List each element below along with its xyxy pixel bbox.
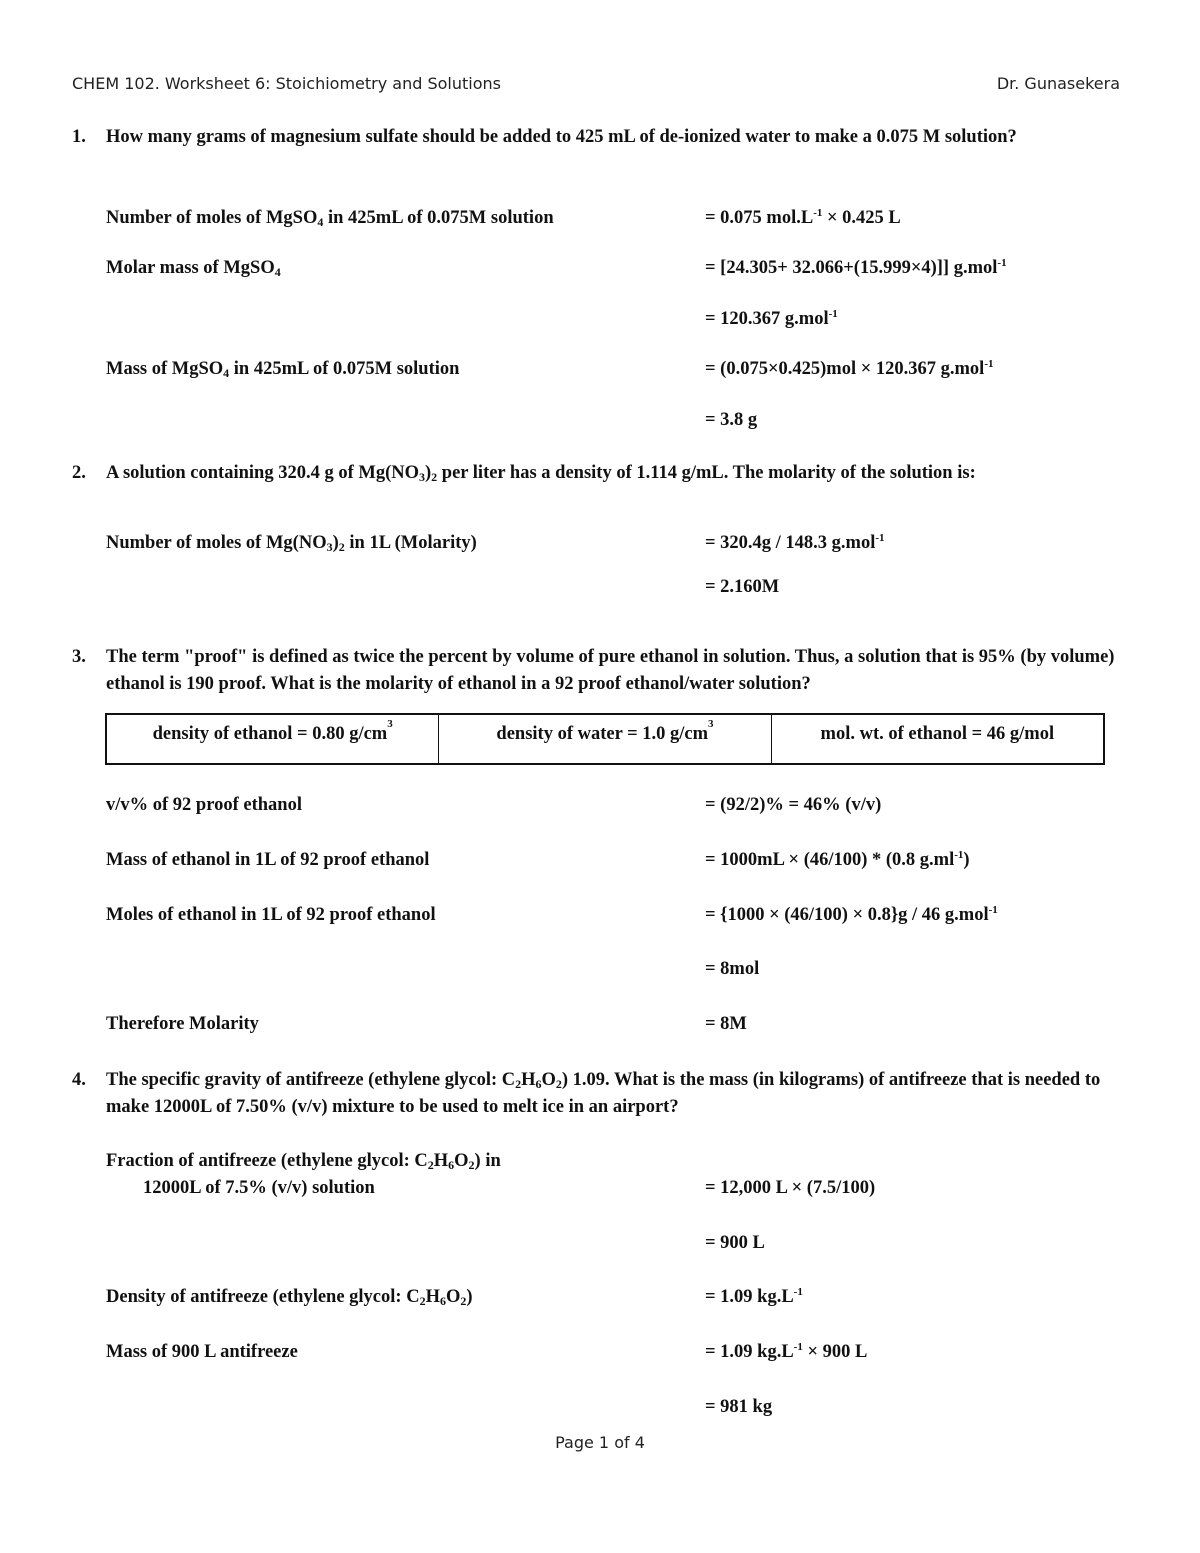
constants-cell-water-density: density of water = 1.0 g/cm 3: [439, 715, 771, 763]
q2-row-1-value: = 320.4g / 148.3 g.mol$^{-1}$: [705, 532, 885, 553]
constants-table: [105, 713, 1105, 765]
q1-row-5-value: = 3.8 g: [705, 410, 758, 430]
q1-row-4-value: = (0.075×0.425)mol × 120.367 g.mol$^{-1}$: [705, 358, 994, 379]
q3-row-2-value: = 1000mL × (46/100) * (0.8 $g.ml^{-1}$): [705, 849, 970, 870]
q1-row-2-label: Molar mass of MgSO$_4$: [106, 258, 281, 279]
question-3-number: 3.: [72, 647, 86, 667]
q3-row-1-label: v/v% of 92 proof ethanol: [106, 795, 302, 815]
question-4-number: 4.: [72, 1070, 86, 1090]
q3-row-3-value: = {1000 × (46/100) × 0.8}g / 46 g.mol$^{-1}$: [705, 904, 998, 925]
constants-cell-ethanol-density: density of ethanol = 0.80 g/cm 3: [107, 715, 439, 763]
q4-row-3-value: = 1.09 $kg.L^{-1}$: [705, 1286, 803, 1307]
q3-row-3-label: Moles of ethanol in 1L of 92 proof ethanol: [106, 905, 436, 925]
q2-row-2-value: = 2.160M: [705, 577, 780, 597]
constants-cell-ethanol-molwt: mol. wt. of ethanol = 46 g/mol: [820, 724, 1055, 744]
question-4-text: The specific gravity of antifreeze (ethylene glycol: $C_2H_6O_2$) 1.09. What is the mass (in kilograms) of antifreeze that is needed to make 12000L of 7.50% (v/v) mixture to be used to melt ice in an airport?: [106, 1070, 1101, 1117]
q1-row-1-value: = 0.075 $mol.L^{-1} \times 0.425$ L: [705, 207, 901, 228]
q1-row-2-value: = [24.305+ 32.066+(15.999×4)]] g.mol$^{-1}$: [705, 257, 1007, 278]
q4-row-1-label: Fraction of antifreeze (ethylene glycol: $C_2H_6O_2$) in: [106, 1151, 501, 1172]
q4-row-4-label: Mass of 900 L antifreeze: [106, 1342, 298, 1362]
q1-row-4-label: Mass of MgSO$_4$ in 425mL of 0.075M solution: [106, 359, 460, 380]
q4-row-1-value: = 12,000 L × (7.5/100): [705, 1178, 876, 1198]
q2-row-1-label: Number of moles of $Mg(NO_3)_2$ in 1L (Molarity): [106, 533, 477, 554]
q1-row-3-value: = 120.367 g.mol$^{-1}$: [705, 308, 838, 329]
q4-row-1-label-continued: 12000L of 7.5% (v/v) solution: [143, 1178, 375, 1198]
q1-row-1-label: Number of moles of MgSO$_4$ in 425mL of 0.075M solution: [106, 208, 554, 229]
page-number: Page 1 of 4: [555, 1433, 645, 1452]
q3-row-5-value: = 8M: [705, 1014, 747, 1034]
header-title: CHEM 102. Worksheet 6: Stoichiometry and Solutions: [72, 74, 501, 93]
question-1-number: 1.: [72, 127, 86, 147]
question-2-number: 2.: [72, 463, 86, 483]
q4-row-5-value: = 981 kg: [705, 1397, 773, 1417]
question-3-text: The term "proof" is defined as twice the percent by volume of pure ethanol in solution. Thus, a solution that is 95% (by volume) ethanol is 190 proof. What is the molarity of ethanol in a 92 proof ethanol/water solution?: [106, 647, 1115, 694]
q4-row-2-value: = 900 L: [705, 1233, 765, 1253]
question-1-text: How many grams of magnesium sulfate should be added to 425 mL of de-ionized water to make a 0.075 M solution?: [106, 127, 1017, 147]
q3-row-2-label: Mass of ethanol in 1L of 92 proof ethanol: [106, 850, 430, 870]
q3-row-4-value: = 8mol: [705, 959, 760, 979]
q3-row-5-label: Therefore Molarity: [106, 1014, 259, 1034]
question-2-text: A solution containing 320.4 g of $Mg(NO_3)_2$ per liter has a density of 1.114 g/mL. The molarity of the solution is:: [106, 463, 976, 484]
q3-row-1-value: = (92/2)% = 46% (v/v): [705, 795, 882, 815]
q4-row-3-label: Density of antifreeze (ethylene glycol: $C_2H_6O_2$): [106, 1287, 473, 1308]
q4-row-4-value: = 1.09 $kg.L^{-1} \times 900$ L: [705, 1341, 868, 1362]
header-author: Dr. Gunasekera: [996, 74, 1120, 93]
